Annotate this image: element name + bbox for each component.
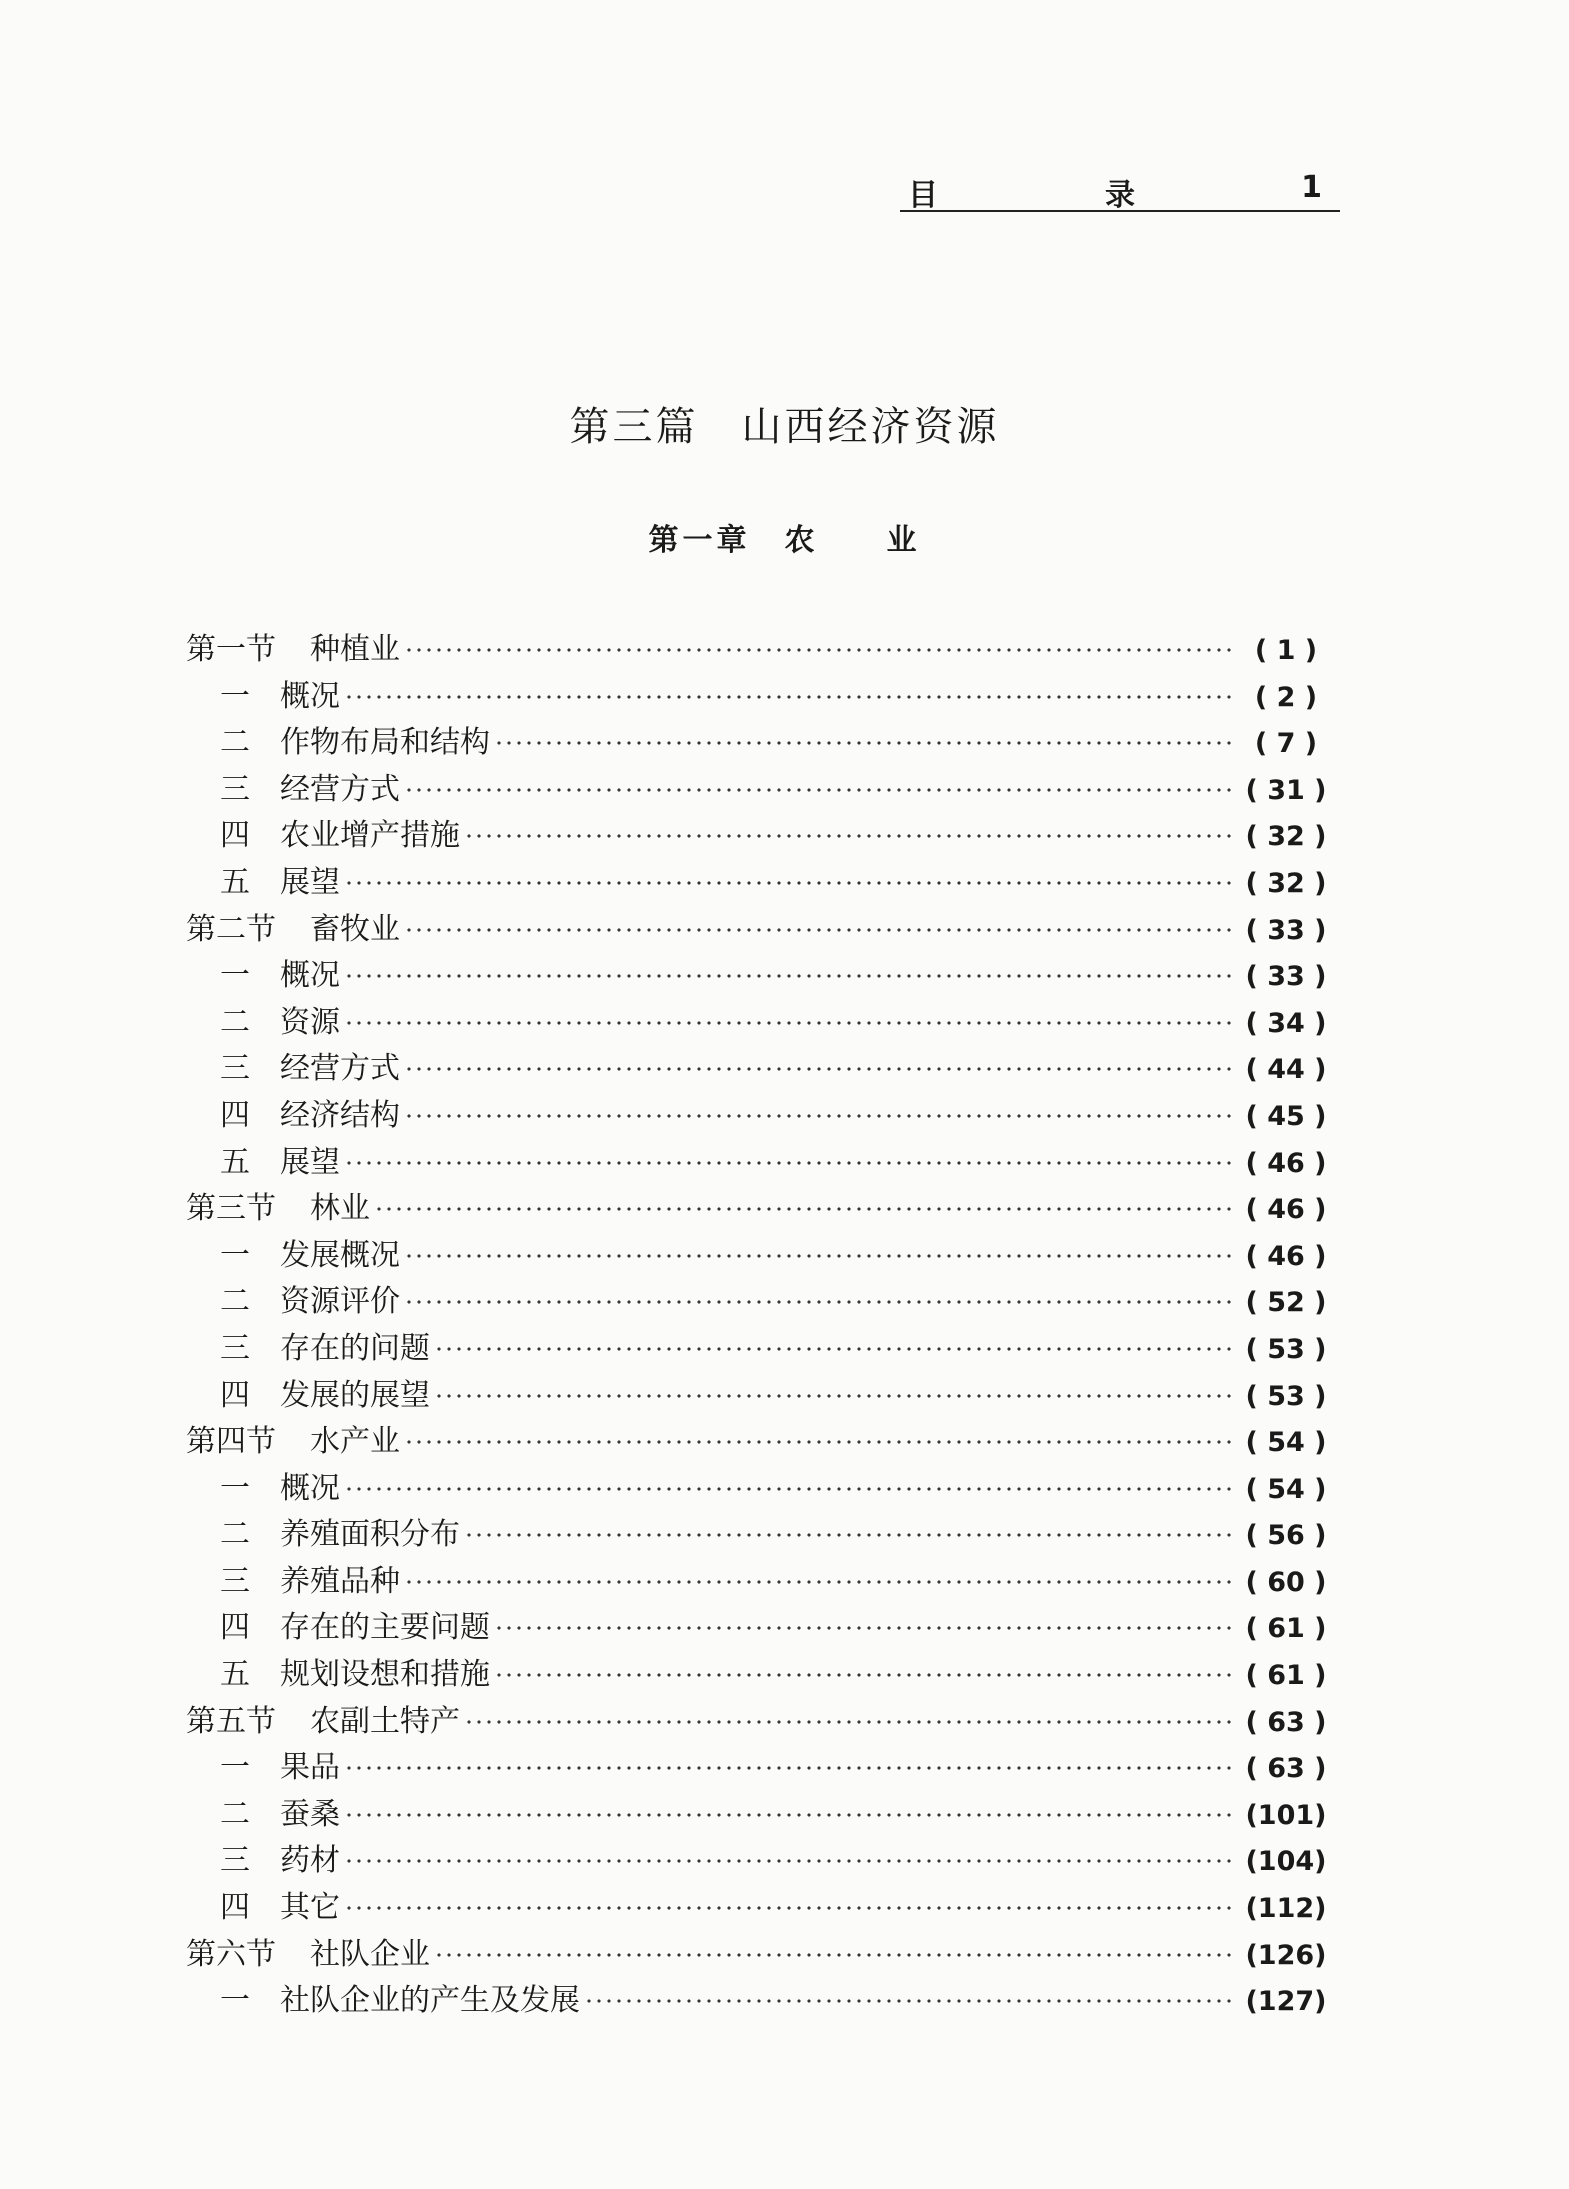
toc-entry-title: 展望: [280, 1144, 340, 1180]
toc-entry-title: 蚕桑: [280, 1796, 340, 1832]
toc-item-row[interactable]: [186, 1137, 1336, 1184]
toc-entry-number: 二: [220, 725, 250, 761]
toc-page-number: ( 61 ): [1245, 1613, 1327, 1645]
toc-entry-title: 养殖品种: [280, 1563, 400, 1599]
running-header: [900, 170, 1340, 212]
toc-section-row[interactable]: [186, 1416, 1336, 1463]
dot-leader: [404, 1095, 1232, 1125]
dot-leader: [494, 722, 1232, 752]
toc-entry-number: 四: [220, 1377, 250, 1413]
dot-leader: [434, 1934, 1232, 1964]
toc-entry-title: 其它: [280, 1890, 340, 1926]
toc-entry-title: 资源: [280, 1004, 340, 1040]
toc-page-number: ( 46 ): [1245, 1147, 1327, 1179]
toc-page-number: (104): [1245, 1846, 1327, 1878]
toc-entry-number: 一: [220, 1750, 250, 1786]
toc-item-row[interactable]: [186, 997, 1336, 1044]
toc-entry-number: 第四节: [186, 1424, 276, 1460]
dot-leader: [344, 1747, 1232, 1777]
dot-leader: [404, 1235, 1232, 1265]
dot-leader: [344, 1794, 1232, 1824]
toc-page-number: ( 44 ): [1245, 1054, 1327, 1086]
toc-entry-number: 四: [220, 1097, 250, 1133]
toc-page-number: ( 60 ): [1245, 1566, 1327, 1598]
toc-entry-number: 五: [220, 1657, 250, 1693]
toc-page-number: ( 63 ): [1245, 1706, 1327, 1738]
toc-page-number: ( 56 ): [1245, 1520, 1327, 1552]
toc-entry-title: 农副土特产: [310, 1703, 460, 1739]
toc-section-row[interactable]: [186, 1696, 1336, 1743]
dot-leader: [464, 815, 1232, 845]
toc-page-number: ( 2 ): [1254, 681, 1318, 713]
toc-entry-number: 二: [220, 1517, 250, 1553]
toc-entry-number: 四: [220, 818, 250, 854]
toc-entry-number: 四: [220, 1890, 250, 1926]
toc-entry-title: 概况: [280, 1470, 340, 1506]
toc-entry-title: 农业增产措施: [280, 818, 460, 854]
toc-page-number: ( 32 ): [1245, 867, 1327, 899]
dot-leader: [344, 1002, 1232, 1032]
toc-page-number: ( 54 ): [1245, 1473, 1327, 1505]
toc-item-row[interactable]: [186, 1043, 1336, 1090]
toc-entry-title: 经营方式: [280, 1051, 400, 1087]
toc-entry-number: 二: [220, 1796, 250, 1832]
toc-entry-title: 经营方式: [280, 771, 400, 807]
toc-item-row[interactable]: [186, 1649, 1336, 1696]
toc-page-number: ( 53 ): [1245, 1380, 1327, 1412]
toc-entry-title: 作物布局和结构: [280, 725, 490, 761]
toc-page-number: ( 32 ): [1245, 821, 1327, 853]
toc-item-row[interactable]: [186, 1789, 1336, 1836]
toc-item-row[interactable]: [186, 1882, 1336, 1929]
table-of-contents: [186, 624, 1336, 2022]
dot-leader: [344, 955, 1232, 985]
dot-leader: [434, 1375, 1232, 1405]
toc-entry-number: 第二节: [186, 911, 276, 947]
toc-entry-title: 存在的主要问题: [280, 1610, 490, 1646]
toc-item-row[interactable]: [186, 1090, 1336, 1137]
dot-leader: [344, 1840, 1232, 1870]
dot-leader: [404, 909, 1232, 939]
toc-page-number: ( 61 ): [1245, 1660, 1327, 1692]
dot-leader: [404, 629, 1232, 659]
toc-page-number: ( 46 ): [1245, 1240, 1327, 1272]
dot-leader: [344, 1468, 1232, 1498]
toc-page-number: ( 34 ): [1245, 1007, 1327, 1039]
toc-item-row[interactable]: [186, 764, 1336, 811]
toc-entry-number: 第六节: [186, 1936, 276, 1972]
toc-item-row[interactable]: [186, 1602, 1336, 1649]
dot-leader: [494, 1654, 1232, 1684]
toc-section-row[interactable]: [186, 1183, 1336, 1230]
header-left-char: 目: [908, 178, 938, 213]
toc-item-row[interactable]: [186, 1742, 1336, 1789]
toc-entry-number: 一: [220, 1470, 250, 1506]
toc-entry-title: 种植业: [310, 632, 400, 667]
toc-page-number: ( 31 ): [1245, 774, 1327, 806]
toc-page-number: ( 45 ): [1245, 1100, 1327, 1132]
toc-entry-title: 存在的问题: [280, 1330, 430, 1366]
toc-entry-number: 三: [220, 1563, 250, 1599]
dot-leader: [404, 769, 1232, 799]
toc-entry-number: 五: [220, 1144, 250, 1180]
toc-item-row[interactable]: [186, 1230, 1336, 1277]
toc-item-row[interactable]: [186, 857, 1336, 904]
toc-item-row[interactable]: [186, 1975, 1336, 2022]
chapter-title: 第一章 农 业: [648, 523, 921, 558]
toc-entry-title: 果品: [280, 1750, 340, 1786]
dot-leader: [464, 1514, 1232, 1544]
dot-leader: [344, 862, 1232, 892]
header-middle-char: 录: [1105, 178, 1135, 213]
toc-entry-number: 一: [220, 678, 250, 714]
toc-page-number: ( 7 ): [1254, 728, 1318, 760]
toc-section-row[interactable]: [186, 1929, 1336, 1976]
toc-section-row[interactable]: [186, 904, 1336, 951]
dot-leader: [404, 1048, 1232, 1078]
toc-entry-number: 二: [220, 1284, 250, 1320]
toc-section-row[interactable]: [186, 624, 1336, 671]
toc-entry-title: 养殖面积分布: [280, 1517, 460, 1553]
toc-entry-title: 经济结构: [280, 1097, 400, 1133]
toc-entry-title: 资源评价: [280, 1284, 400, 1320]
toc-entry-title: 畜牧业: [310, 911, 400, 947]
dot-leader: [344, 1887, 1232, 1917]
dot-leader: [404, 1561, 1232, 1591]
toc-item-row[interactable]: [186, 1276, 1336, 1323]
toc-entry-number: 一: [220, 958, 250, 994]
toc-page-number: ( 63 ): [1245, 1753, 1327, 1785]
toc-item-row[interactable]: [186, 671, 1336, 718]
toc-page-number: ( 52 ): [1245, 1287, 1327, 1319]
toc-item-row[interactable]: [186, 1835, 1336, 1882]
toc-entry-number: 三: [220, 1843, 250, 1879]
part-title: 第三篇 山西经济资源: [569, 404, 1000, 450]
toc-page-number: ( 33 ): [1245, 961, 1327, 993]
toc-item-row[interactable]: [186, 1370, 1336, 1417]
toc-entry-number: 一: [220, 1983, 250, 2019]
toc-entry-number: 五: [220, 864, 250, 900]
toc-item-row[interactable]: [186, 1556, 1336, 1603]
toc-item-row[interactable]: [186, 1509, 1336, 1556]
toc-entry-title: 概况: [280, 958, 340, 994]
dot-leader: [374, 1188, 1232, 1218]
toc-entry-title: 发展的展望: [280, 1377, 430, 1413]
dot-leader: [494, 1607, 1232, 1637]
dot-leader: [584, 1980, 1232, 2010]
toc-entry-title: 林业: [310, 1191, 370, 1227]
toc-entry-number: 三: [220, 1051, 250, 1087]
toc-page-number: (101): [1245, 1799, 1327, 1831]
toc-entry-title: 药材: [280, 1843, 340, 1879]
toc-entry-number: 一: [220, 1237, 250, 1273]
toc-page-number: (126): [1245, 1939, 1327, 1971]
toc-page-number: (112): [1245, 1893, 1327, 1925]
toc-page-number: (127): [1245, 1986, 1327, 2018]
header-page-number: 1: [1301, 170, 1322, 205]
dot-leader: [344, 676, 1232, 706]
dot-leader: [344, 1142, 1232, 1172]
toc-item-row[interactable]: [186, 1463, 1336, 1510]
toc-entry-number: 第一节: [186, 632, 276, 667]
toc-item-row[interactable]: [186, 810, 1336, 857]
toc-page-number: ( 33 ): [1245, 914, 1327, 946]
toc-entry-number: 三: [220, 1330, 250, 1366]
toc-page-number: ( 1 ): [1254, 635, 1318, 666]
toc-entry-title: 概况: [280, 678, 340, 714]
toc-page-number: ( 54 ): [1245, 1427, 1327, 1459]
toc-item-row[interactable]: [186, 950, 1336, 997]
toc-entry-title: 水产业: [310, 1424, 400, 1460]
toc-page-number: ( 46 ): [1245, 1194, 1327, 1226]
dot-leader: [404, 1281, 1232, 1311]
toc-entry-number: 四: [220, 1610, 250, 1646]
toc-entry-title: 社队企业的产生及发展: [280, 1983, 580, 2019]
dot-leader: [464, 1701, 1232, 1731]
toc-entry-title: 社队企业: [310, 1936, 430, 1972]
toc-entry-title: 规划设想和措施: [280, 1657, 490, 1693]
toc-page-number: ( 53 ): [1245, 1333, 1327, 1365]
dot-leader: [404, 1421, 1232, 1451]
toc-entry-title: 发展概况: [280, 1237, 400, 1273]
toc-item-row[interactable]: [186, 1323, 1336, 1370]
toc-entry-number: 第五节: [186, 1703, 276, 1739]
dot-leader: [434, 1328, 1232, 1358]
toc-entry-title: 展望: [280, 864, 340, 900]
toc-entry-number: 二: [220, 1004, 250, 1040]
toc-entry-number: 三: [220, 771, 250, 807]
toc-item-row[interactable]: [186, 717, 1336, 764]
toc-entry-number: 第三节: [186, 1191, 276, 1227]
